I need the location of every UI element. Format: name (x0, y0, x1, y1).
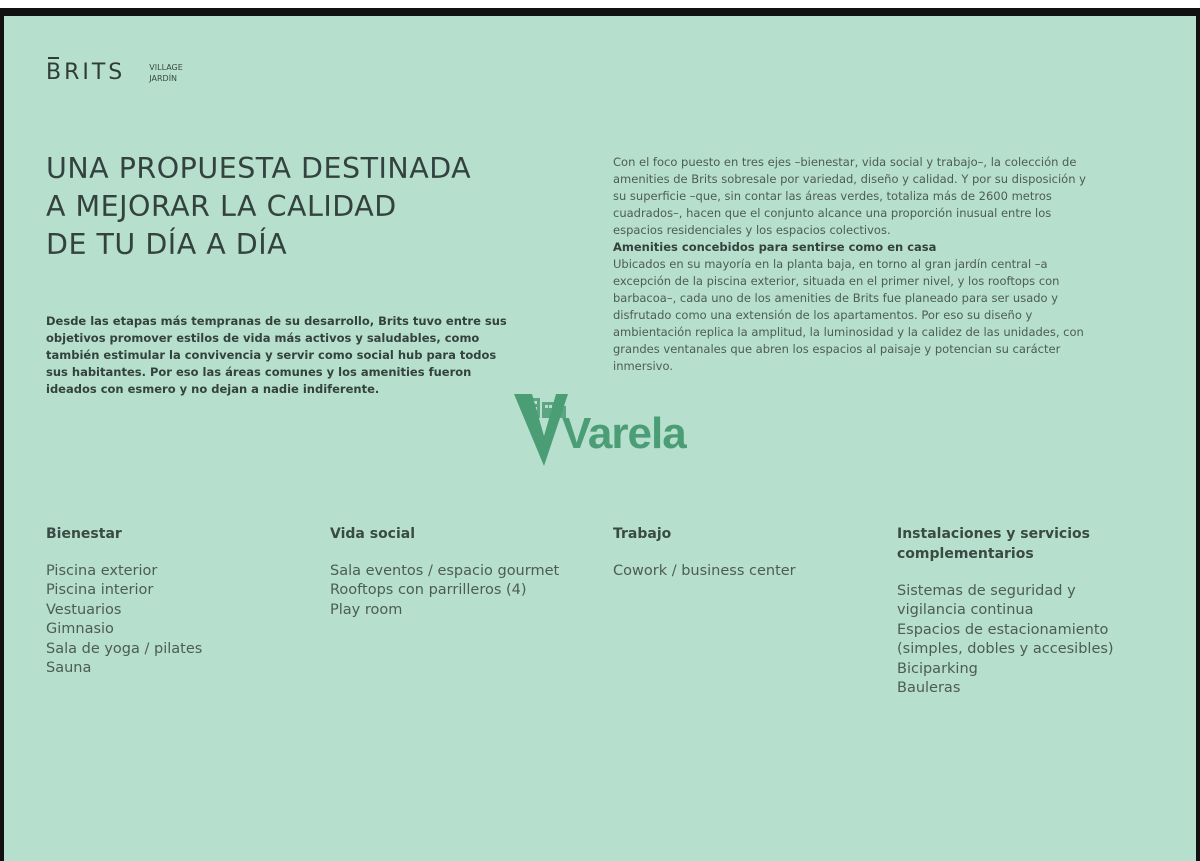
brand-name: BRITS (46, 60, 126, 85)
page-headline (46, 150, 566, 264)
brand-subtitle (149, 62, 183, 84)
amenity-list (613, 562, 883, 581)
headline-line: DE TU DÍA A DÍA (46, 228, 288, 261)
list-item: Biciparking (897, 660, 978, 677)
list-item: Piscina exterior (46, 563, 158, 579)
intro-paragraph: Desde las etapas más tempranas de su desarrollo, Brits tuvo entre sus objetivos promover estilos de vida más activos y saludables, como también estimular la convivencia y servir como social hub para todos sus habitantes. Por eso las áreas comunes y los amenities fueron ideados con esmero y no dejan a nadie indiferente. (46, 314, 507, 396)
amenity-list (46, 562, 316, 678)
list-item: Gimnasio (46, 621, 114, 638)
column-instalaciones (897, 524, 1137, 698)
amenity-list (897, 582, 1137, 698)
list-item: Sauna (46, 660, 92, 677)
list-item: Sala eventos / espacio gourmet (330, 563, 560, 579)
top-edge (0, 0, 1200, 8)
column-bienestar (46, 524, 316, 678)
watermark-text: Varela (562, 409, 686, 458)
list-item: Piscina interior (46, 582, 154, 599)
description-column (613, 154, 1093, 375)
brits-logo (46, 60, 183, 85)
brand-sub-line2: JARDÍN (149, 73, 178, 83)
column-vida-social (330, 524, 600, 620)
headline-line: A MEJORAR LA CALIDAD (46, 190, 397, 223)
list-item: Sistemas de seguridad y vigilancia continua (897, 583, 1076, 619)
column-title: Instalaciones y servicios complementarios (897, 526, 1090, 562)
amenity-list (330, 562, 600, 620)
description-paragraph: Con el foco puesto en tres ejes –bienestar, vida social y trabajo–, la colección de amenities de Brits sobresale por variedad, diseño y calidad. Y por su disposición y su superficie –que, sin contar las áreas verdes, totaliza más de 2600 metros cuadrados–, hacen que el conjunto alcance una proporción inusual entre los espacios residenciales y los espacios colectivos. (613, 155, 1086, 237)
list-item: Rooftops con parrilleros (4) (330, 582, 527, 599)
headline-line: UNA PROPUESTA DESTINADA (46, 152, 472, 185)
amenities-subheading: Amenities concebidos para sentirse como en casa (613, 240, 937, 254)
column-trabajo (613, 524, 883, 581)
list-item: Bauleras (897, 680, 961, 697)
list-item: Vestuarios (46, 601, 122, 618)
list-item: Cowork / business center (613, 563, 796, 579)
list-item: Espacios de estacionamiento (simples, dobles y accesibles) (897, 621, 1114, 658)
list-item: Play room (330, 601, 403, 618)
column-title: Trabajo (613, 526, 672, 542)
column-title: Vida social (330, 526, 416, 542)
brand-sub-line1: VILLAGE (149, 62, 183, 72)
column-title: Bienestar (46, 526, 122, 542)
brochure-page (4, 16, 1196, 861)
list-item: Sala de yoga / pilates (46, 640, 203, 657)
description-paragraph: Ubicados en su mayoría en la planta baja, en torno al gran jardín central –a excepción de la piscina exterior, situada en el primer nivel, y los rooftops con barbacoa–, cada uno de los amenities de Brits fue planeado para ser usado y disfrutado como una extensión de los apartamentos. Por eso su diseño y ambientación replica la amplitud, la luminosidad y la calidez de las unidades, con grandes ventanales que abren los espacios al paisaje y potencian su carácter inmersivo. (613, 257, 1084, 373)
varela-watermark (514, 392, 689, 467)
